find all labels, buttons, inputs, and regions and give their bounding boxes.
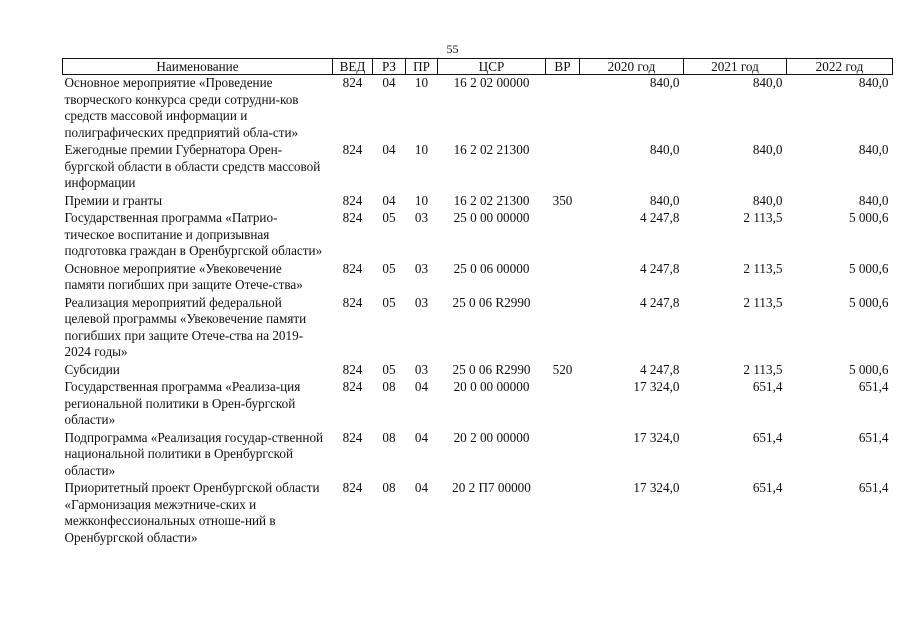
cell-2022: 5 000,6 bbox=[848, 361, 889, 377]
cell-csr: 16 2 02 21300 bbox=[453, 142, 530, 157]
header-vr: ВР bbox=[546, 59, 580, 75]
cell-vr: 350 bbox=[552, 192, 573, 208]
cell-rz: 08 bbox=[382, 379, 396, 394]
table-row bbox=[63, 379, 893, 430]
table-body bbox=[63, 75, 893, 548]
budget-table bbox=[62, 58, 893, 547]
cell-csr: 20 2 00 00000 bbox=[453, 429, 530, 445]
cell-pr: 03 bbox=[414, 210, 429, 225]
cell-pr: 04 bbox=[414, 429, 429, 445]
cell-name: Реализация мероприятий федеральной целевой программы «Увековечение памяти погибших при защите Отече-ства на 2019-2024 годы» bbox=[64, 294, 307, 359]
cell-2021: 840,0 bbox=[752, 192, 783, 208]
table-row bbox=[63, 210, 893, 261]
cell-pr: 10 bbox=[414, 75, 429, 90]
header-name: Наименование bbox=[63, 59, 333, 75]
cell-vr bbox=[546, 261, 580, 295]
cell-2020: 4 247,8 bbox=[639, 210, 680, 225]
table-row bbox=[63, 75, 893, 143]
cell-vr bbox=[546, 210, 580, 261]
cell-2020: 17 324,0 bbox=[633, 480, 680, 495]
cell-2020: 17 324,0 bbox=[633, 429, 680, 445]
header-rz: РЗ bbox=[373, 59, 406, 75]
cell-2022: 840,0 bbox=[858, 192, 889, 208]
cell-2020: 17 324,0 bbox=[633, 379, 680, 394]
page-number: 55 bbox=[446, 42, 459, 56]
cell-rz: 08 bbox=[382, 480, 396, 495]
table-row bbox=[63, 295, 893, 362]
cell-2021: 2 113,5 bbox=[743, 260, 783, 276]
cell-2022: 651,4 bbox=[858, 480, 889, 495]
cell-vr bbox=[546, 295, 580, 362]
cell-vr bbox=[546, 430, 580, 481]
cell-name: Государственная программа «Реализа-ция региональной политики в Орен-бургской области» bbox=[64, 379, 301, 427]
cell-rz: 04 bbox=[382, 192, 396, 208]
cell-rz: 08 bbox=[382, 429, 396, 445]
cell-2021: 651,4 bbox=[752, 379, 783, 394]
cell-ved: 824 bbox=[342, 192, 363, 208]
header-2022: 2022 год bbox=[787, 59, 893, 75]
cell-2020: 840,0 bbox=[649, 142, 680, 157]
table-row bbox=[63, 430, 893, 481]
cell-2021: 651,4 bbox=[752, 429, 783, 445]
cell-pr: 04 bbox=[414, 379, 429, 394]
cell-pr: 03 bbox=[414, 260, 429, 276]
cell-pr: 03 bbox=[414, 361, 429, 377]
cell-ved: 824 bbox=[342, 210, 363, 225]
cell-2020: 4 247,8 bbox=[639, 361, 680, 377]
cell-pr: 10 bbox=[414, 192, 429, 208]
cell-vr: 520 bbox=[552, 361, 573, 377]
cell-2020: 840,0 bbox=[649, 75, 680, 90]
cell-csr: 20 2 П7 00000 bbox=[452, 480, 531, 495]
cell-2021: 2 113,5 bbox=[743, 361, 783, 377]
cell-rz: 04 bbox=[382, 75, 396, 90]
cell-csr: 20 0 00 00000 bbox=[453, 379, 530, 394]
cell-2022: 840,0 bbox=[858, 142, 889, 157]
cell-csr: 16 2 02 21300 bbox=[453, 192, 530, 208]
cell-ved: 824 bbox=[342, 294, 363, 310]
table-row bbox=[63, 193, 893, 211]
cell-ved: 824 bbox=[342, 260, 363, 276]
header-ved: ВЕД bbox=[333, 59, 373, 75]
cell-2021: 840,0 bbox=[752, 142, 783, 157]
cell-rz: 05 bbox=[382, 294, 396, 310]
cell-2021: 651,4 bbox=[752, 480, 783, 495]
header-2021: 2021 год bbox=[684, 59, 787, 75]
cell-csr: 16 2 02 00000 bbox=[453, 75, 530, 90]
cell-vr bbox=[546, 142, 580, 193]
cell-csr: 25 0 06 00000 bbox=[453, 260, 530, 276]
table-row bbox=[63, 261, 893, 295]
cell-name: Субсидии bbox=[64, 361, 120, 377]
cell-rz: 05 bbox=[382, 210, 396, 225]
cell-ved: 824 bbox=[342, 142, 363, 157]
cell-2022: 651,4 bbox=[858, 429, 889, 445]
cell-name: Подпрограмма «Реализация государ-ственной национальной политики в Оренбургской области» bbox=[64, 429, 324, 478]
table-row bbox=[63, 480, 893, 547]
cell-2021: 2 113,5 bbox=[743, 294, 783, 310]
cell-rz: 04 bbox=[382, 142, 396, 157]
cell-ved: 824 bbox=[342, 480, 363, 495]
cell-2020: 4 247,8 bbox=[639, 260, 680, 276]
table-header bbox=[63, 59, 893, 75]
header-pr: ПР bbox=[406, 59, 438, 75]
cell-name: Премии и гранты bbox=[64, 192, 163, 208]
cell-ved: 824 bbox=[342, 429, 363, 445]
cell-name: Приоритетный проект Оренбургской области «Гармонизация межэтниче-ских и межконфессиональных отноше-ний в Оренбургской области» bbox=[64, 480, 320, 545]
cell-csr: 25 0 06 R2990 bbox=[452, 361, 531, 377]
cell-2020: 4 247,8 bbox=[639, 294, 680, 310]
cell-pr: 04 bbox=[414, 480, 429, 495]
cell-2020: 840,0 bbox=[649, 192, 680, 208]
cell-ved: 824 bbox=[342, 75, 363, 90]
cell-2022: 5 000,6 bbox=[848, 260, 889, 276]
cell-name: Основное мероприятие «Проведение творческого конкурса среди сотрудни-ков средств массовой информации и полиграфических предприятий обла-сти» bbox=[64, 75, 299, 140]
cell-name: Государственная программа «Патрио-тическое воспитание и допризывная подготовка граждан в Оренбургской области» bbox=[64, 210, 323, 258]
cell-2022: 651,4 bbox=[858, 379, 889, 394]
cell-vr bbox=[546, 75, 580, 143]
cell-pr: 03 bbox=[414, 294, 429, 310]
cell-rz: 05 bbox=[382, 361, 396, 377]
cell-rz: 05 bbox=[382, 260, 396, 276]
cell-name: Ежегодные премии Губернатора Орен-бургской области в области средств массовой информации bbox=[64, 142, 321, 190]
cell-vr bbox=[546, 379, 580, 430]
cell-2022: 5 000,6 bbox=[848, 210, 889, 225]
cell-vr bbox=[546, 480, 580, 547]
cell-ved: 824 bbox=[342, 379, 363, 394]
cell-csr: 25 0 06 R2990 bbox=[452, 294, 531, 310]
header-2020: 2020 год bbox=[580, 59, 684, 75]
cell-2022: 5 000,6 bbox=[848, 294, 889, 310]
cell-2021: 840,0 bbox=[752, 75, 783, 90]
cell-name: Основное мероприятие «Увековечение памяти погибших при защите Отече-ства» bbox=[64, 260, 303, 292]
cell-2021: 2 113,5 bbox=[743, 210, 783, 225]
cell-pr: 10 bbox=[414, 142, 429, 157]
cell-2022: 840,0 bbox=[858, 75, 889, 90]
cell-csr: 25 0 00 00000 bbox=[453, 210, 530, 225]
table-row bbox=[63, 142, 893, 193]
cell-ved: 824 bbox=[342, 361, 363, 377]
table-row bbox=[63, 362, 893, 380]
header-csr: ЦСР bbox=[438, 59, 546, 75]
